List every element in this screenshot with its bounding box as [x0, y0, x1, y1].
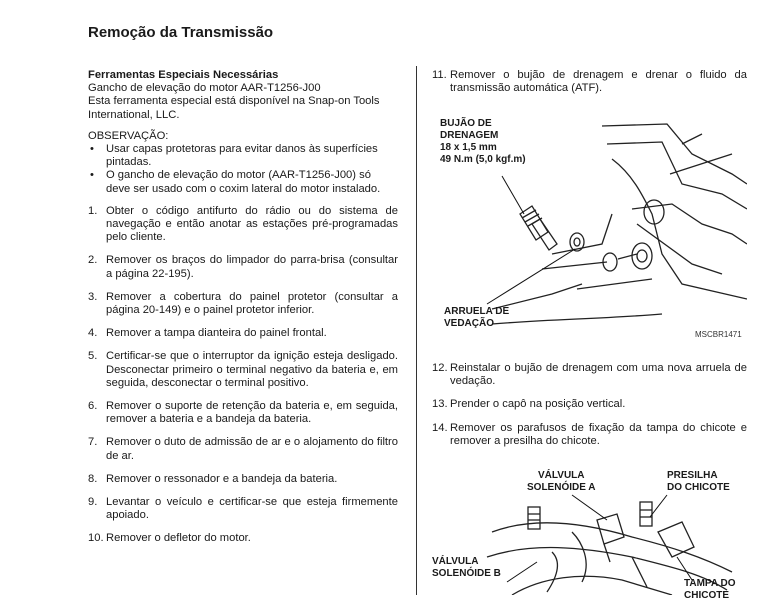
step-item: [432, 398, 747, 411]
left-column: [88, 69, 398, 556]
step-text: Remover a cobertura do painel protetor (consultar a página 20-149) e o painel protetor inferior.: [106, 290, 398, 317]
step-text: Remover o duto de admissão de ar e o alojamento do filtro de ar.: [106, 436, 398, 462]
step-text: Remover o suporte de retenção da bateria e, em seguida, remover a bateria e a bandeja da bateria.: [106, 400, 398, 426]
drain-plug-figure: [432, 114, 747, 346]
drain-plug-label-line-2: DRENAGEM: [440, 130, 499, 141]
drain-plug-label-line-1: BUJÃO DE: [440, 118, 492, 129]
washer-label: [444, 306, 509, 330]
tools-line-2: Esta ferramenta especial está disponível na Snap-on Tools International, LLC.: [88, 95, 380, 121]
washer-label-line-1: ARRUELA DE: [444, 306, 510, 317]
right-column: [432, 69, 747, 105]
step-text: Reinstalar o bujão de drenagem com uma nova arruela de vedação.: [450, 362, 747, 388]
valve-b-label: [432, 556, 501, 580]
drain-plug-spec: 18 x 1,5 mm: [440, 142, 497, 153]
drain-plug-torque: 49 N.m (5,0 kgf.m): [440, 154, 526, 165]
bullet-item: [88, 143, 398, 169]
step-item: [88, 254, 398, 280]
step-number: 9.: [88, 496, 98, 509]
step-item: [88, 350, 398, 390]
bullet-dot: •: [90, 143, 94, 156]
step-number: 3.: [88, 290, 98, 303]
step-item: [432, 422, 747, 448]
valve-a-label-line-2: SOLENÓIDE A: [527, 482, 596, 493]
step-text: Prender o capô na posição vertical.: [450, 398, 626, 411]
step-text: Remover o bujão de drenagem e drenar o fluido da transmissão automática (ATF).: [450, 69, 747, 95]
step-item: [88, 436, 398, 462]
page-title: Remoção da Transmissão: [88, 24, 274, 41]
step-item: [432, 69, 747, 95]
step-number: 5.: [88, 350, 98, 363]
figure-code: MSCBR1471: [695, 330, 742, 339]
step-number: 10.: [88, 532, 104, 545]
tools-line-1: Gancho de elevação do motor AAR-T1256-J00: [88, 82, 321, 95]
column-divider: [416, 66, 417, 595]
bullet-text: O gancho de elevação do motor (AAR-T1256-J00) só deve ser usado com o coxim lateral do motor instalado.: [106, 169, 381, 195]
step-number: 8.: [88, 472, 98, 485]
step-text: Certificar-se que o interruptor da ignição esteja desligado. Desconectar primeiro o terminal negativo da bateria e, em seguida, desconectar o terminal positivo.: [106, 350, 398, 389]
drain-plug-label: [440, 118, 526, 166]
step-number: 6.: [88, 400, 98, 413]
step-item: [88, 532, 398, 545]
step-item: [432, 362, 747, 388]
washer-label-line-2: VEDAÇÃO: [444, 318, 495, 329]
step-number: 4.: [88, 327, 98, 340]
harness-clip-label: [667, 470, 730, 494]
harness-cover-label-line-2: CHICOTE: [684, 590, 729, 601]
valve-a-label: [527, 470, 596, 494]
step-item: [88, 291, 398, 317]
step-text: Remover a tampa dianteira do painel frontal.: [106, 327, 327, 340]
valve-b-label-line-1: VÁLVULA: [432, 556, 479, 567]
step-number: 1.: [88, 204, 98, 217]
step-item: [88, 205, 398, 245]
step-number: 12.: [432, 362, 448, 374]
note-heading: OBSERVAÇÃO:: [88, 129, 169, 142]
step-number: 2.: [88, 254, 98, 267]
right-column-steps: [432, 362, 747, 458]
tools-heading: Ferramentas Especiais Necessárias: [88, 69, 279, 81]
valve-b-label-line-2: SOLENÓIDE B: [432, 568, 501, 579]
step-text: Remover o defletor do motor.: [106, 532, 251, 545]
step-item: [88, 496, 398, 522]
step-number: 11.: [432, 69, 447, 81]
bullet-dot: •: [90, 169, 94, 182]
solenoid-figure: [432, 462, 752, 601]
valve-a-label-line-1: VÁLVULA: [538, 470, 585, 481]
bullet-item: [88, 169, 398, 195]
step-item: [88, 473, 398, 486]
bullet-text: Usar capas protetoras para evitar danos às superfícies pintadas.: [106, 143, 378, 169]
harness-clip-label-line-2: DO CHICOTE: [667, 482, 730, 493]
step-text: Obter o código antifurto do rádio ou do sistema de navegação e então anotar as estações pré-programadas pelo cliente.: [106, 204, 398, 244]
step-number: 13.: [432, 398, 448, 411]
step-text: Remover os parafusos de fixação da tampa do chicote e remover a presilha do chicote.: [450, 421, 747, 447]
step-item: [88, 400, 398, 426]
step-number: 7.: [88, 436, 98, 449]
harness-cover-label-line-1: TAMPA DO: [684, 578, 736, 589]
harness-cover-label: [684, 578, 735, 602]
step-item: [88, 327, 398, 340]
step-text: Remover os braços do limpador do parra-brisa (consultar a página 22-195).: [106, 254, 398, 280]
harness-clip-label-line-1: PRESILHA: [667, 470, 718, 481]
step-number: 14.: [432, 421, 448, 434]
step-text: Remover o ressonador e a bandeja da bateria.: [106, 472, 338, 485]
step-text: Levantar o veículo e certificar-se que esteja firmemente apoiado.: [106, 496, 398, 522]
